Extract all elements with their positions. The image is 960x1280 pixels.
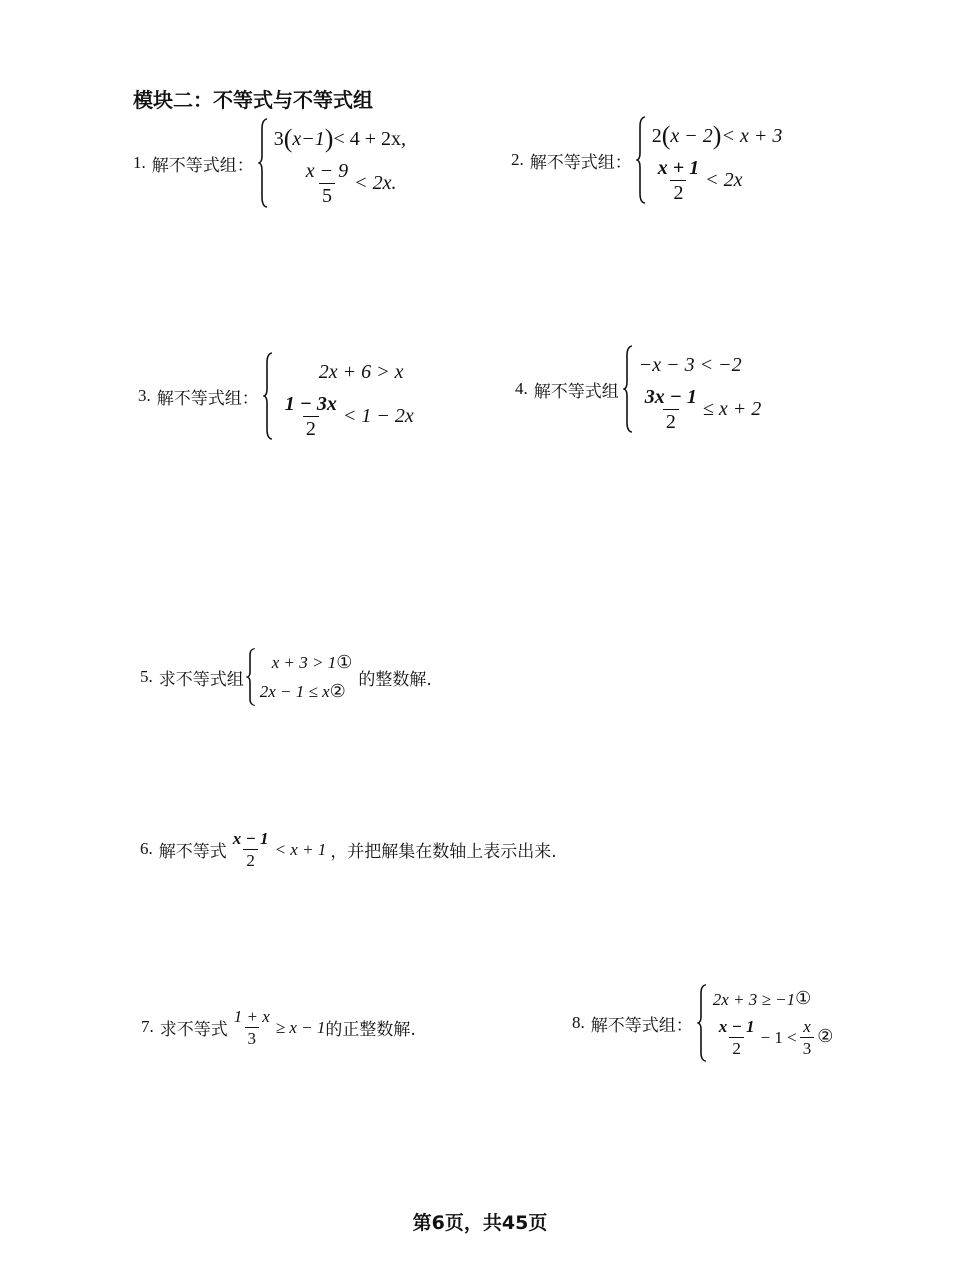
inequality-system bbox=[279, 352, 414, 440]
inequality-system bbox=[639, 345, 761, 433]
problem-4 bbox=[515, 345, 761, 433]
fraction: $\frac{x - 1}{2}$ bbox=[232, 828, 269, 870]
inequality-system bbox=[713, 985, 834, 1061]
fraction: $\frac{x + 1}{2}$ bbox=[657, 156, 700, 204]
page-footer: 第6页，共45页 bbox=[412, 1212, 548, 1234]
inequality-row-2: $\frac{x - 9}{5}$ < 2x. bbox=[274, 159, 406, 207]
problem-prompt: 解不等式 bbox=[158, 841, 227, 862]
fraction: $\frac{1 + x}{3}$ bbox=[233, 1006, 270, 1048]
fraction: $\frac{x - 9}{5}$ bbox=[305, 159, 349, 207]
problem-5 bbox=[140, 648, 432, 706]
inequality-row-1: 3 ( x−1 ) < 4 + 2x, bbox=[273, 124, 407, 153]
problem-7 bbox=[141, 1004, 416, 1050]
system-brace-icon bbox=[636, 116, 646, 204]
inequality-row-2: $\frac{x - 1}{2}$ − 1 < $\frac{x}{3}$ ② bbox=[713, 1013, 834, 1061]
section-title: 模块二：不等式与不等式组 bbox=[133, 88, 373, 112]
inequality-row-1: −x − 3 < −2 bbox=[638, 354, 742, 376]
problem-prompt: 解不等式组： bbox=[590, 1015, 693, 1036]
problem-number: 5. bbox=[140, 667, 153, 686]
inequality-row-1: 2x + 6 > x bbox=[318, 361, 404, 383]
problem-3 bbox=[138, 352, 414, 440]
fraction: $\frac{1 - 3x}{2}$ bbox=[284, 392, 337, 440]
inequality-system bbox=[260, 648, 353, 706]
inequality-row-1: 2x + 3 ≥ −1 ① bbox=[712, 988, 812, 1009]
fraction: $\frac{x}{3}$ bbox=[800, 1018, 815, 1057]
problem-8 bbox=[572, 984, 833, 1062]
problem-number: 2. bbox=[511, 150, 524, 169]
inequality: $\frac{x - 1}{2}$ < x + 1 bbox=[227, 830, 327, 869]
system-brace-icon bbox=[697, 984, 707, 1062]
inequality-row-2: $\frac{x + 1}{2}$ < 2x bbox=[652, 156, 783, 204]
problem-1 bbox=[133, 118, 406, 208]
inequality: $\frac{1 + x}{3}$ ≥ x − 1 bbox=[228, 1008, 326, 1047]
system-brace-icon bbox=[263, 352, 273, 440]
inequality-row-1: 2 ( x − 2 ) < x + 3 bbox=[651, 121, 783, 150]
problem-number: 4. bbox=[515, 379, 528, 398]
problem-2 bbox=[511, 116, 782, 204]
fraction: $\frac{x - 1}{2}$ bbox=[718, 1016, 755, 1058]
problem-number: 6. bbox=[140, 839, 153, 858]
problem-prompt: 求不等式 bbox=[159, 1019, 228, 1040]
system-brace-icon bbox=[623, 345, 633, 433]
inequality-row-1: x + 3 > 1 ① bbox=[271, 651, 353, 673]
problem-prompt: 解不等式组 bbox=[533, 381, 619, 402]
inequality-row-2: $\frac{1 - 3x}{2}$ < 1 − 2x bbox=[279, 392, 414, 440]
inequality-row-2: 2x − 1 ≤ x ② bbox=[259, 680, 346, 702]
problem-prompt: 解不等式组： bbox=[151, 155, 254, 176]
inequality-row-2: $\frac{3x - 1}{2}$ ≤ x + 2 bbox=[639, 385, 761, 433]
fraction: $\frac{3x - 1}{2}$ bbox=[644, 385, 697, 433]
system-brace-icon bbox=[246, 648, 256, 706]
problem-number: 7. bbox=[141, 1017, 154, 1036]
problem-suffix: 的正整数解. bbox=[325, 1019, 416, 1040]
system-brace-icon bbox=[258, 118, 268, 208]
problem-prompt: 解不等式组： bbox=[529, 152, 632, 173]
problem-number: 3. bbox=[138, 386, 151, 405]
problem-suffix: 的整数解. bbox=[358, 669, 432, 690]
inequality-system bbox=[652, 116, 783, 204]
problem-6 bbox=[140, 826, 557, 872]
problem-number: 1. bbox=[133, 153, 146, 172]
inequality-system bbox=[274, 119, 406, 207]
problem-prompt: 求不等式组 bbox=[158, 669, 244, 690]
problem-suffix: ，并把解集在数轴上表示出来. bbox=[330, 841, 557, 862]
problem-number: 8. bbox=[572, 1013, 585, 1032]
problem-prompt: 解不等式组： bbox=[156, 388, 259, 409]
